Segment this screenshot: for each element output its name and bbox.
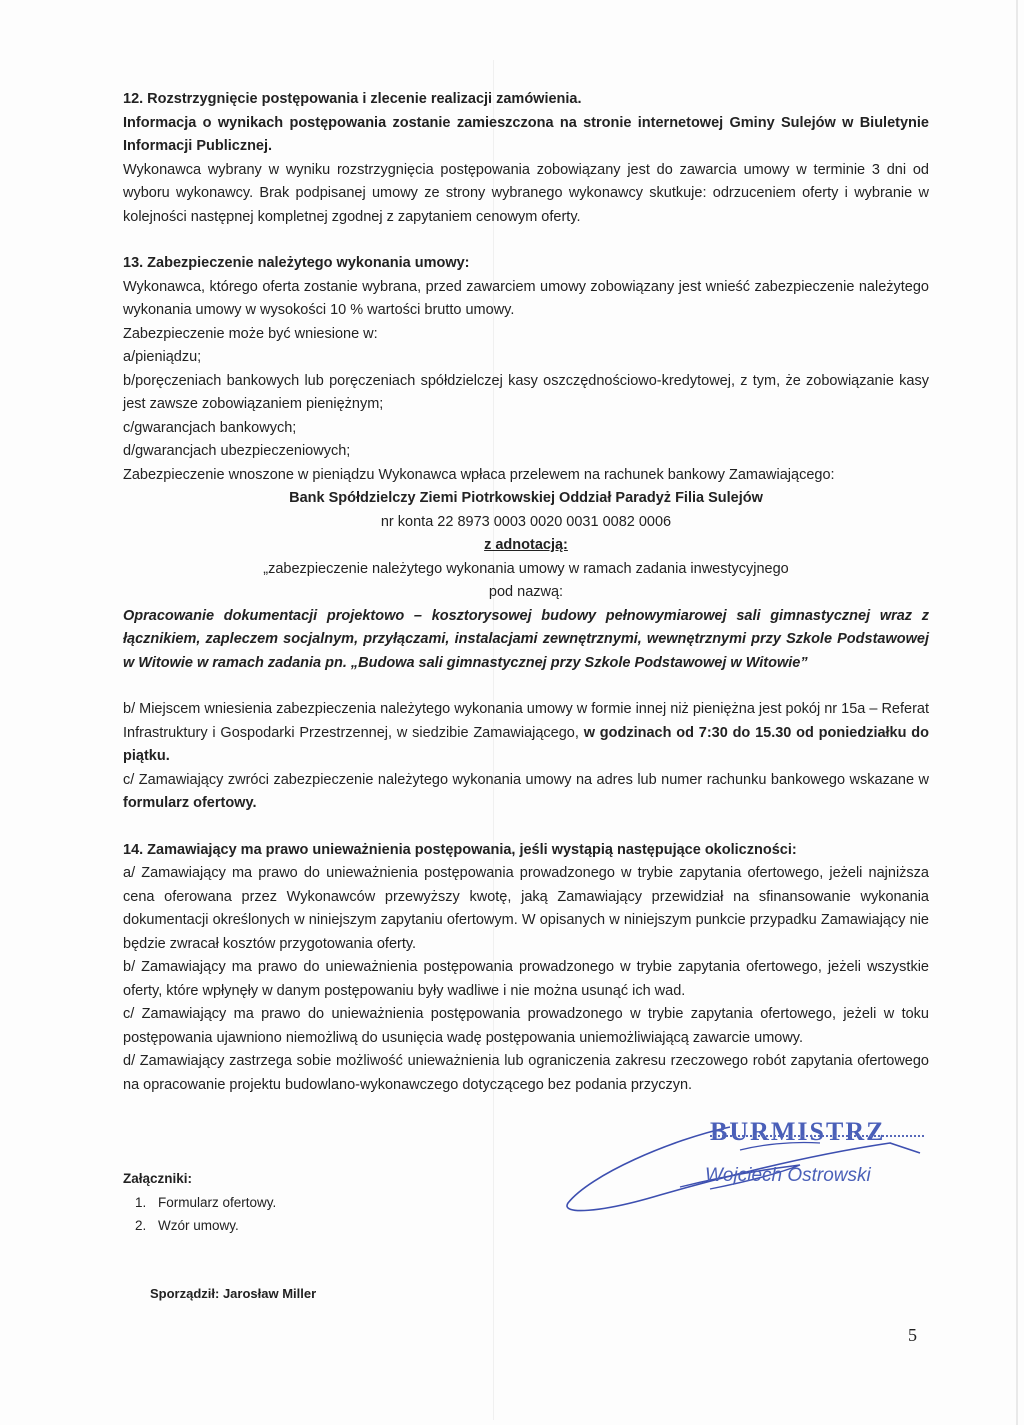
section-13-form-d: d/gwarancjach ubezpieczeniowych; — [123, 443, 351, 459]
stamp-name: Wojciech Ostrowski — [705, 1165, 871, 1186]
attachment-item: 1. Formularz ofertowy. — [150, 1191, 929, 1215]
annotation-label: z adnotacją: — [484, 537, 568, 553]
section-13-form-a: a/pieniądzu; — [123, 349, 202, 365]
section-12-bip-info: Informacja o wynikach postępowania zostanie zamieszczona na stronie internetowej Gminy Sulejów w Biuletynie Informacji Publicznej. — [123, 114, 929, 154]
stamp-title: BURMISTRZ — [710, 1117, 886, 1146]
section-14-item-d: d/ Zamawiający zastrzega sobie możliwość unieważnienia lub ograniczenia zakresu rzeczowego robót zapytania ofertowego na opracowanie projektu budowlano-wykonawczego dotyczącego bez podania przyczyn. — [123, 1053, 929, 1093]
section-13-heading: 13. Zabezpieczenie należytego wykonania umowy: — [123, 255, 470, 271]
section-13-form-b: b/poręczeniach bankowych lub poręczeniach spółdzielczej kasy oszczędnościowo-kredytowej, z tym, że zobowiązanie kasy jest zawsze zobowiązaniem pieniężnym; — [123, 372, 929, 412]
annotation-text: „zabezpieczenie należytego wykonania umowy w ramach zadania inwestycyjnego — [263, 560, 789, 577]
section-13-return: c/ Zamawiający zwróci zabezpieczenie należytego wykonania umowy na adres lub numer rachunku bankowego wskazane w formularz ofertowy. — [123, 771, 929, 811]
section-13-transfer: Zabezpieczenie wnoszone w pieniądzu Wykonawca wpłaca przelewem na rachunek bankowy Zamawiającego: — [123, 466, 835, 483]
prepared-by: Sporządził: Jarosław Miller — [150, 1286, 317, 1301]
section-12-contract-info: Wykonawca wybrany w wyniku rozstrzygnięcia postępowania zobowiązany jest do zawarcia umowy w terminie 3 dni od wyboru wykonawcy. Brak podpisanej umowy ze strony wybranego wykonawcy skutkuje: odrzuceniem oferty i wybranie w kolejności następnej kompletnej zgodnej z zapytaniem cenowym oferty. — [123, 161, 929, 225]
bank-account: nr konta 22 8973 0003 0020 0031 0082 0006 — [380, 513, 672, 530]
section-14-heading: 14. Zamawiający ma prawo unieważnienia postępowania, jeśli wystąpią następujące okoliczności: — [123, 841, 797, 858]
attachments-label: Załączniki: — [123, 1171, 193, 1186]
section-13-place: b/ Miejscem wniesienia zabezpieczenia należytego wykonania umowy w formie innej niż pieniężna jest pokój nr 15a – Referat Infrastruktury i Gospodarki Przestrzennej, w siedzibie Zamawiającego, w godzinach od 7:30 do 15.30 od poniedziałku do piątku. — [123, 701, 929, 764]
section-13-intro: Wykonawca, którego oferta zostanie wybrana, przed zawarciem umowy zobowiązany jest wnieść zabezpieczenie należytego wykonania umowy w wysokości 10 % wartości brutto umowy. — [123, 278, 929, 318]
page-edge — [1016, 0, 1018, 1425]
section-12-heading: 12. Rozstrzygnięcie postępowania i zlecenie realizacji zamówienia. — [123, 91, 582, 107]
stamp-dotted-line — [710, 1135, 924, 1137]
page-number: 5 — [908, 1325, 917, 1345]
section-13-form-c: c/gwarancjach bankowych; — [123, 419, 297, 436]
attachment-item: 2. Wzór umowy. — [150, 1214, 929, 1238]
section-14-item-b: b/ Zamawiający ma prawo do unieważnienia postępowania prowadzonego w trybie zapytania ofertowego, jeżeli wszystkie oferty, które wpłynęły w danym postępowaniu były wadliwe i nie można usunąć ich wad. — [123, 959, 929, 999]
section-14-item-c: c/ Zamawiający ma prawo do unieważnienia postępowania prowadzonego w trybie zapytania ofertowego, jeżeli w toku postępowania ujawniono niemożliwą do usunięcia wadę postępowania uniemożliwiającą zawarcie umowy. — [123, 1006, 929, 1046]
document-body — [123, 88, 929, 1238]
under-name-label: pod nazwą: — [488, 584, 564, 600]
bank-name: Bank Spółdzielczy Ziemi Piotrkowskiej Oddział Paradyż Filia Sulejów — [289, 490, 763, 506]
section-14-item-a: a/ Zamawiający ma prawo do unieważnienia postępowania prowadzonego w trybie zapytania ofertowego, jeżeli najniższa cena oferowana przez Wykonawców przewyższy kwotę, jaką Zamawiający przewidział na sfinansowanie wykonania dokumentacji określonych w niniejszym zapytaniu ofertowym. W opisanych w niniejszym punkcie przypadku Zamawiający nie będzie zwracał kosztów przygotowania oferty. — [123, 865, 929, 952]
section-13-forms-intro: Zabezpieczenie może być wniesione w: — [123, 325, 378, 342]
project-title: Opracowanie dokumentacji projektowo – kosztorysowej budowy pełnowymiarowej sali gimnastycznej wraz z łącznikiem, zapleczem socjalnym, przyłączami, instalacjami zewnętrznymi, wewnętrznymi przy Szkole Podstawowej w Witowie w ramach zadania pn. „Budowa sali gimnastycznej przy Szkole Podstawowej w Witowie” — [123, 607, 929, 671]
mayor-stamp — [560, 1115, 930, 1225]
